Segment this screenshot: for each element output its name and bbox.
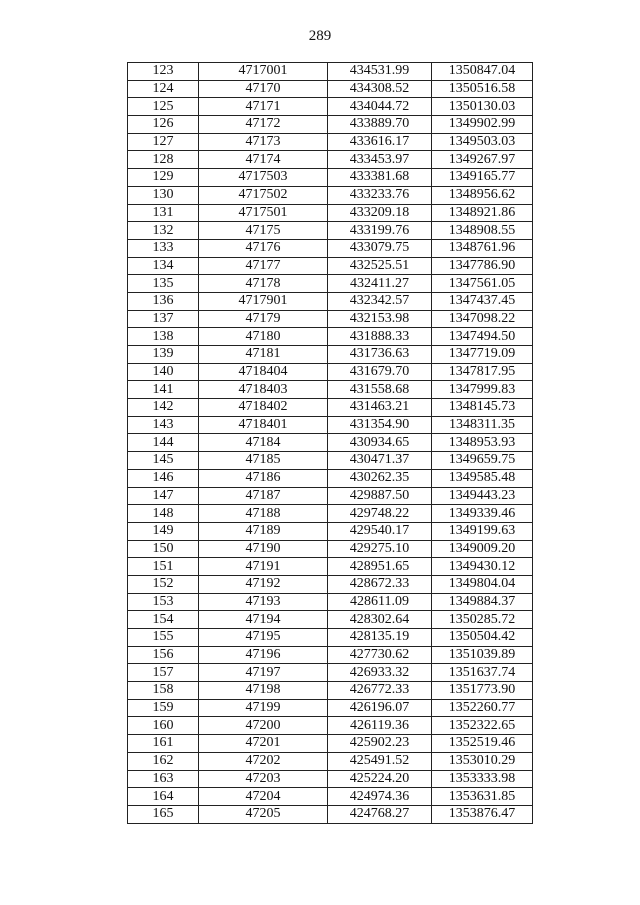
x-coordinate-cell: 432342.57 [328,292,432,310]
y-coordinate-cell: 1349339.46 [432,505,533,523]
y-coordinate-cell: 1348908.55 [432,222,533,240]
table-row [128,752,533,770]
y-coordinate-cell: 1347719.09 [432,346,533,364]
row-index-cell: 152 [128,575,199,593]
table-row [128,682,533,700]
x-coordinate-cell: 428135.19 [328,629,432,647]
row-index-cell: 135 [128,275,199,293]
row-index-cell: 159 [128,699,199,717]
x-coordinate-cell: 426772.33 [328,682,432,700]
table-row [128,487,533,505]
table-row [128,222,533,240]
row-index-cell: 136 [128,292,199,310]
table-row [128,63,533,81]
point-id-cell: 47187 [199,487,328,505]
point-id-cell: 47171 [199,98,328,116]
point-id-cell: 47179 [199,310,328,328]
x-coordinate-cell: 425491.52 [328,752,432,770]
point-id-cell: 47190 [199,540,328,558]
x-coordinate-cell: 428672.33 [328,575,432,593]
point-id-cell: 4718404 [199,363,328,381]
y-coordinate-cell: 1347817.95 [432,363,533,381]
table-row [128,646,533,664]
row-index-cell: 141 [128,381,199,399]
table-row [128,629,533,647]
y-coordinate-cell: 1353333.98 [432,770,533,788]
y-coordinate-cell: 1347999.83 [432,381,533,399]
row-index-cell: 160 [128,717,199,735]
y-coordinate-cell: 1353876.47 [432,805,533,823]
point-id-cell: 47203 [199,770,328,788]
y-coordinate-cell: 1347561.05 [432,275,533,293]
x-coordinate-cell: 428611.09 [328,593,432,611]
point-id-cell: 47175 [199,222,328,240]
x-coordinate-cell: 427730.62 [328,646,432,664]
table-row [128,310,533,328]
point-id-cell: 47191 [199,558,328,576]
table-row [128,80,533,98]
row-index-cell: 164 [128,788,199,806]
row-index-cell: 157 [128,664,199,682]
point-id-cell: 47196 [199,646,328,664]
table-row [128,717,533,735]
point-id-cell: 47199 [199,699,328,717]
point-id-cell: 47174 [199,151,328,169]
point-id-cell: 47205 [199,805,328,823]
row-index-cell: 129 [128,169,199,187]
row-index-cell: 138 [128,328,199,346]
row-index-cell: 146 [128,469,199,487]
y-coordinate-cell: 1349009.20 [432,540,533,558]
row-index-cell: 147 [128,487,199,505]
table-row [128,346,533,364]
point-id-cell: 47198 [199,682,328,700]
table-row [128,452,533,470]
point-id-cell: 47201 [199,735,328,753]
x-coordinate-cell: 426119.36 [328,717,432,735]
row-index-cell: 156 [128,646,199,664]
point-id-cell: 47192 [199,575,328,593]
y-coordinate-cell: 1347786.90 [432,257,533,275]
point-id-cell: 4717501 [199,204,328,222]
y-coordinate-cell: 1349503.03 [432,133,533,151]
row-index-cell: 143 [128,416,199,434]
table-row [128,257,533,275]
point-id-cell: 4718402 [199,399,328,417]
x-coordinate-cell: 424768.27 [328,805,432,823]
y-coordinate-cell: 1350130.03 [432,98,533,116]
y-coordinate-cell: 1348311.35 [432,416,533,434]
row-index-cell: 148 [128,505,199,523]
x-coordinate-cell: 431463.21 [328,399,432,417]
row-index-cell: 139 [128,346,199,364]
table-row [128,116,533,134]
x-coordinate-cell: 426196.07 [328,699,432,717]
table-row [128,522,533,540]
row-index-cell: 158 [128,682,199,700]
point-id-cell: 47173 [199,133,328,151]
y-coordinate-cell: 1352322.65 [432,717,533,735]
y-coordinate-cell: 1350285.72 [432,611,533,629]
y-coordinate-cell: 1350516.58 [432,80,533,98]
y-coordinate-cell: 1349902.99 [432,116,533,134]
table-row [128,133,533,151]
y-coordinate-cell: 1350504.42 [432,629,533,647]
table-row [128,593,533,611]
table-row [128,98,533,116]
row-index-cell: 145 [128,452,199,470]
point-id-cell: 47197 [199,664,328,682]
row-index-cell: 161 [128,735,199,753]
point-id-cell: 47188 [199,505,328,523]
table-row [128,505,533,523]
table-row [128,540,533,558]
row-index-cell: 153 [128,593,199,611]
row-index-cell: 128 [128,151,199,169]
x-coordinate-cell: 425902.23 [328,735,432,753]
x-coordinate-cell: 433381.68 [328,169,432,187]
point-id-cell: 47204 [199,788,328,806]
table-row [128,434,533,452]
table-row [128,788,533,806]
table-row [128,381,533,399]
x-coordinate-cell: 434044.72 [328,98,432,116]
point-id-cell: 47180 [199,328,328,346]
x-coordinate-cell: 430471.37 [328,452,432,470]
y-coordinate-cell: 1349430.12 [432,558,533,576]
y-coordinate-cell: 1353010.29 [432,752,533,770]
row-index-cell: 126 [128,116,199,134]
table-row [128,292,533,310]
row-index-cell: 155 [128,629,199,647]
row-index-cell: 140 [128,363,199,381]
row-index-cell: 125 [128,98,199,116]
x-coordinate-cell: 431354.90 [328,416,432,434]
y-coordinate-cell: 1349884.37 [432,593,533,611]
point-id-cell: 47189 [199,522,328,540]
row-index-cell: 149 [128,522,199,540]
x-coordinate-cell: 429748.22 [328,505,432,523]
point-id-cell: 47202 [199,752,328,770]
y-coordinate-cell: 1347494.50 [432,328,533,346]
x-coordinate-cell: 431888.33 [328,328,432,346]
point-id-cell: 47200 [199,717,328,735]
y-coordinate-cell: 1351773.90 [432,682,533,700]
x-coordinate-cell: 432411.27 [328,275,432,293]
x-coordinate-cell: 431679.70 [328,363,432,381]
table-row [128,735,533,753]
page-number: 289 [308,28,332,44]
point-id-cell: 47172 [199,116,328,134]
row-index-cell: 124 [128,80,199,98]
y-coordinate-cell: 1347098.22 [432,310,533,328]
y-coordinate-cell: 1348921.86 [432,204,533,222]
x-coordinate-cell: 433889.70 [328,116,432,134]
coordinates-table [127,62,533,824]
point-id-cell: 47195 [199,629,328,647]
y-coordinate-cell: 1352260.77 [432,699,533,717]
y-coordinate-cell: 1349165.77 [432,169,533,187]
x-coordinate-cell: 429540.17 [328,522,432,540]
x-coordinate-cell: 434531.99 [328,63,432,81]
row-index-cell: 163 [128,770,199,788]
point-id-cell: 4718403 [199,381,328,399]
y-coordinate-cell: 1349659.75 [432,452,533,470]
point-id-cell: 47194 [199,611,328,629]
table-row [128,151,533,169]
point-id-cell: 4717001 [199,63,328,81]
row-index-cell: 142 [128,399,199,417]
point-id-cell: 47193 [199,593,328,611]
x-coordinate-cell: 424974.36 [328,788,432,806]
x-coordinate-cell: 430262.35 [328,469,432,487]
table-row [128,328,533,346]
row-index-cell: 123 [128,63,199,81]
row-index-cell: 133 [128,239,199,257]
x-coordinate-cell: 428951.65 [328,558,432,576]
x-coordinate-cell: 433233.76 [328,186,432,204]
x-coordinate-cell: 431558.68 [328,381,432,399]
table-row [128,416,533,434]
y-coordinate-cell: 1349804.04 [432,575,533,593]
row-index-cell: 150 [128,540,199,558]
y-coordinate-cell: 1349267.97 [432,151,533,169]
point-id-cell: 47186 [199,469,328,487]
table-row [128,186,533,204]
point-id-cell: 47176 [199,239,328,257]
y-coordinate-cell: 1350847.04 [432,63,533,81]
y-coordinate-cell: 1347437.45 [432,292,533,310]
x-coordinate-cell: 425224.20 [328,770,432,788]
x-coordinate-cell: 429275.10 [328,540,432,558]
y-coordinate-cell: 1349585.48 [432,469,533,487]
row-index-cell: 144 [128,434,199,452]
y-coordinate-cell: 1349199.63 [432,522,533,540]
x-coordinate-cell: 428302.64 [328,611,432,629]
row-index-cell: 127 [128,133,199,151]
x-coordinate-cell: 426933.32 [328,664,432,682]
x-coordinate-cell: 430934.65 [328,434,432,452]
x-coordinate-cell: 433209.18 [328,204,432,222]
x-coordinate-cell: 429887.50 [328,487,432,505]
table-row [128,169,533,187]
x-coordinate-cell: 433079.75 [328,239,432,257]
x-coordinate-cell: 433199.76 [328,222,432,240]
table-row [128,664,533,682]
point-id-cell: 4717901 [199,292,328,310]
point-id-cell: 47181 [199,346,328,364]
x-coordinate-cell: 432153.98 [328,310,432,328]
y-coordinate-cell: 1348145.73 [432,399,533,417]
x-coordinate-cell: 433453.97 [328,151,432,169]
y-coordinate-cell: 1353631.85 [432,788,533,806]
row-index-cell: 130 [128,186,199,204]
table-row [128,399,533,417]
row-index-cell: 154 [128,611,199,629]
point-id-cell: 47184 [199,434,328,452]
table-row [128,770,533,788]
x-coordinate-cell: 434308.52 [328,80,432,98]
row-index-cell: 162 [128,752,199,770]
y-coordinate-cell: 1349443.23 [432,487,533,505]
row-index-cell: 132 [128,222,199,240]
table-row [128,611,533,629]
x-coordinate-cell: 431736.63 [328,346,432,364]
table-row [128,204,533,222]
x-coordinate-cell: 433616.17 [328,133,432,151]
table-row [128,558,533,576]
y-coordinate-cell: 1352519.46 [432,735,533,753]
y-coordinate-cell: 1348953.93 [432,434,533,452]
point-id-cell: 4717502 [199,186,328,204]
row-index-cell: 165 [128,805,199,823]
coordinates-table-body [128,63,533,824]
x-coordinate-cell: 432525.51 [328,257,432,275]
y-coordinate-cell: 1351637.74 [432,664,533,682]
y-coordinate-cell: 1351039.89 [432,646,533,664]
table-row [128,699,533,717]
y-coordinate-cell: 1348956.62 [432,186,533,204]
table-row [128,805,533,823]
row-index-cell: 131 [128,204,199,222]
point-id-cell: 47170 [199,80,328,98]
table-row [128,469,533,487]
table-row [128,575,533,593]
row-index-cell: 151 [128,558,199,576]
point-id-cell: 47185 [199,452,328,470]
table-row [128,239,533,257]
point-id-cell: 4718401 [199,416,328,434]
y-coordinate-cell: 1348761.96 [432,239,533,257]
point-id-cell: 4717503 [199,169,328,187]
table-row [128,275,533,293]
row-index-cell: 137 [128,310,199,328]
point-id-cell: 47177 [199,257,328,275]
point-id-cell: 47178 [199,275,328,293]
table-row [128,363,533,381]
row-index-cell: 134 [128,257,199,275]
